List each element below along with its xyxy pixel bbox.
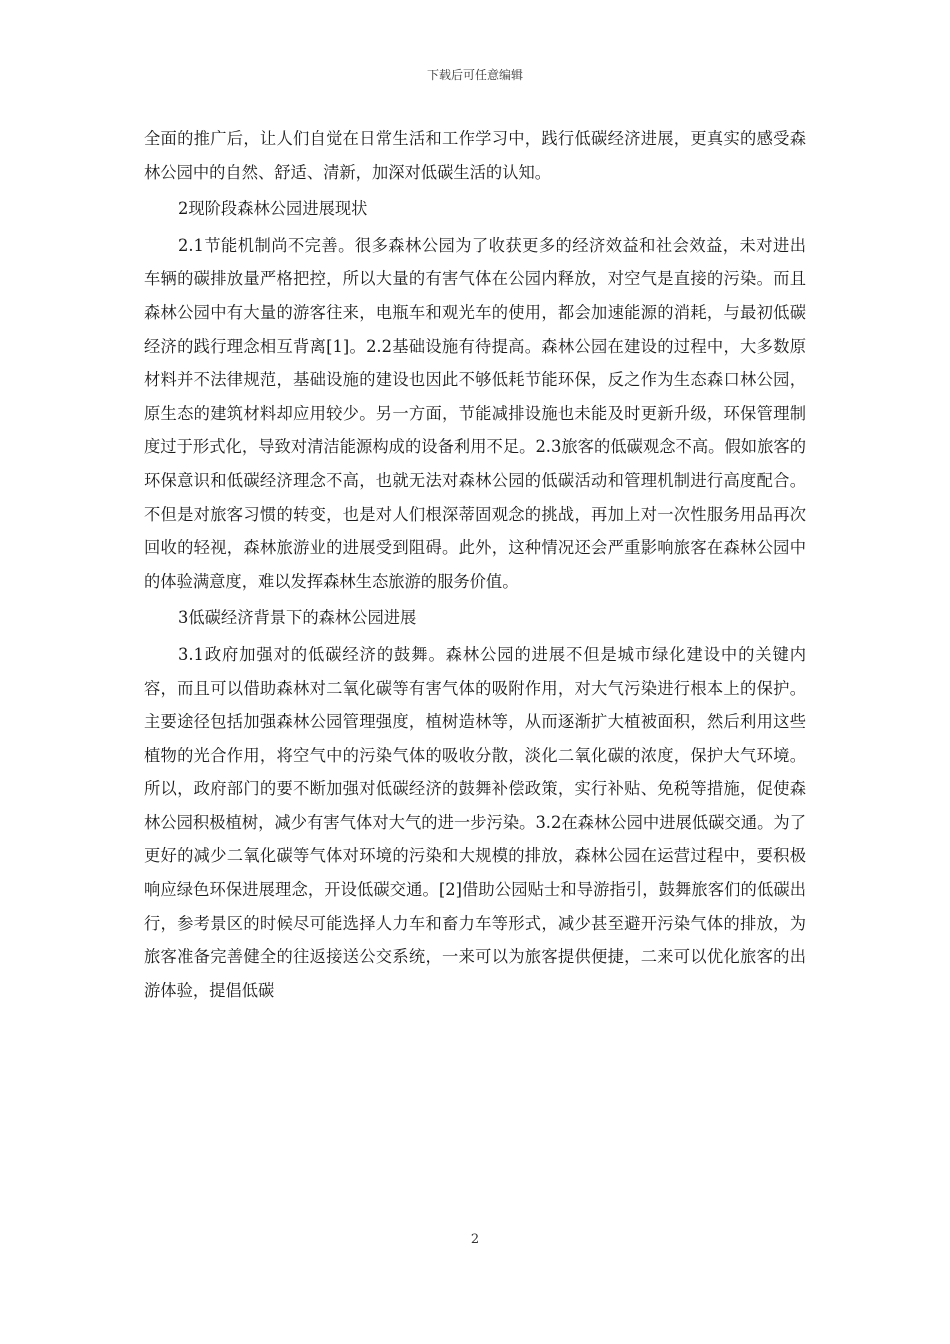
- page-number: 2: [470, 1232, 480, 1247]
- page-header: 下载后可任意编辑: [426, 68, 523, 82]
- paragraph-section-3: 3.1政府加强对的低碳经济的鼓舞。森林公园的进展不但是城市绿化建设中的关键内容，而且可以借助森林对二氧化碳等有害气体的吸附作用，对大气污染进行根本上的保护。主要途径包括加强森林公园管理强度，植树造林等，从而逐渐扩大植被面积，然后利用这些植物的光合作用，将空气中的污染气体的吸收分散，淡化二氧化碳的浓度，保护大气环境。所以，政府部门的要不断加强对低碳经济的鼓舞补偿政策，实行补贴、免税等措施，促使森林公园积极植树，减少有害气体对大气的进一步污染。3.2在森林公园中进展低碳交通。为了更好的减少二氧化碳等气体对环境的污染和大规模的排放，森林公园在运营过程中，要积极响应绿色环保进展理念，开设低碳交通。[2]借助公园贴士和导游指引，鼓舞旅客们的低碳出行，参考景区的时候尽可能选择人力车和畜力车等形式，减少甚至避开污染气体的排放，为旅客准备完善健全的往返接送公交系统，一来可以为旅客提供便捷，二来可以优化旅客的出游体验，提倡低碳: [144, 644, 806, 1000]
- section-heading-2: 2现阶段森林公园进展现状: [178, 199, 368, 219]
- paragraph-section-2: 2.1节能机制尚不完善。很多森林公园为了收获更多的经济效益和社会效益，未对进出车辆的碳排放量严格把控，所以大量的有害气体在公园内释放，对空气是直接的污染。而且森林公园中有大量的游客往来，电瓶车和观光车的使用，都会加速能源的消耗，与最初低碳经济的践行理念相互背离[1]。2.2基础设施有待提高。森林公园在建设的过程中，大多数原材料并不法律规范，基础设施的建设也因此不够低耗节能环保，反之作为生态森口林公园，原生态的建筑材料却应用较少。另一方面，节能减排设施也未能及时更新升级，环保管理制度过于形式化，导致对清洁能源构成的设备利用不足。2.3旅客的低碳观念不高。假如旅客的环保意识和低碳经济理念不高，也就无法对森林公园的低碳活动和管理机制进行高度配合。不但是对旅客习惯的转变，也是对人们根深蒂固观念的挑战，再加上对一次性服务用品再次回收的轻视，森林旅游业的进展受到阻碍。此外，这种情况还会严重影响旅客在森林公园中的体验满意度，难以发挥森林生态旅游的服务价值。: [144, 235, 806, 591]
- document-body: [144, 122, 806, 1007]
- paragraph-continuation: 全面的推广后，让人们自觉在日常生活和工作学习中，践行低碳经济进展，更真实的感受森林公园中的自然、舒适、清新，加深对低碳生活的认知。: [144, 129, 806, 182]
- section-heading-3: 3低碳经济背景下的森林公园进展: [178, 608, 417, 628]
